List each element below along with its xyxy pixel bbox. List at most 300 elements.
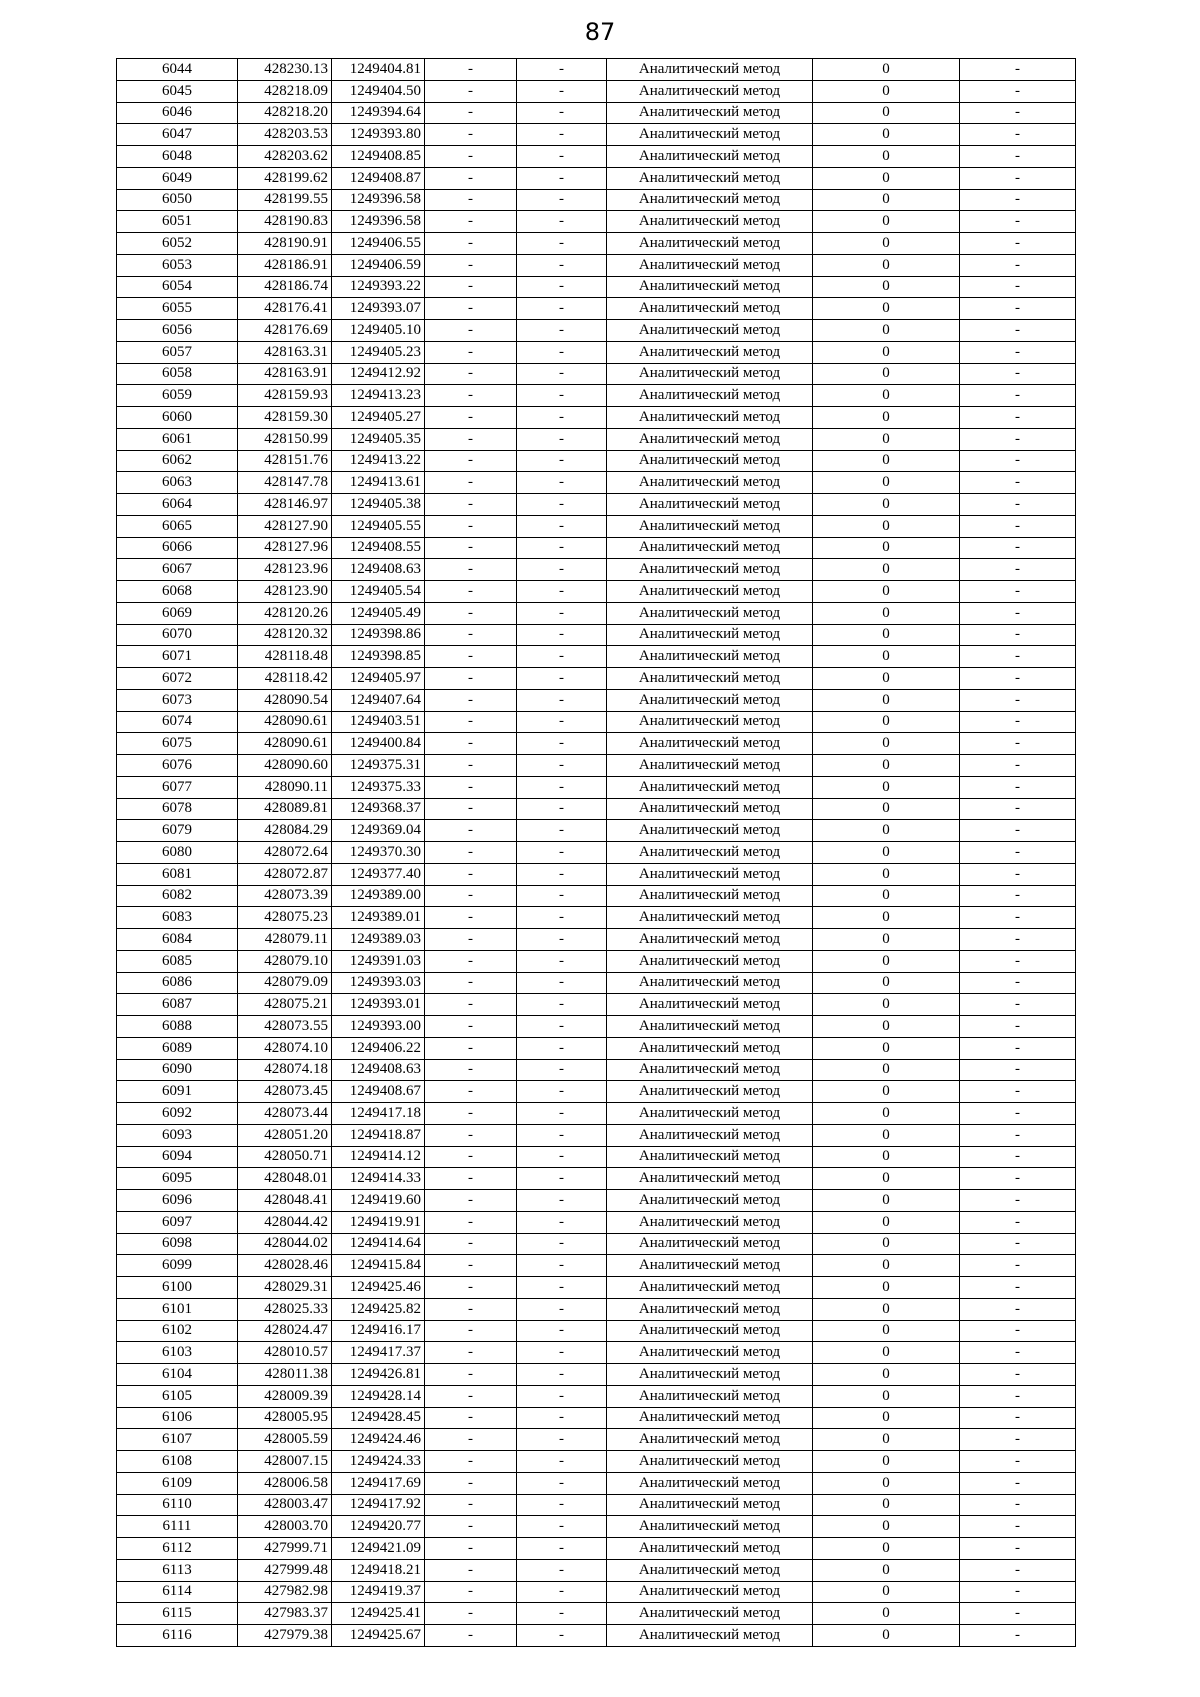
point-number-cell: 6110	[117, 1494, 238, 1516]
x-coordinate-cell: 428003.70	[238, 1516, 332, 1538]
empty-cell-1: -	[425, 863, 517, 885]
point-number-cell: 6051	[117, 211, 238, 233]
empty-cell-2: -	[517, 1081, 607, 1103]
table-row	[117, 1298, 1076, 1320]
table-row	[117, 907, 1076, 929]
x-coordinate-cell: 428005.95	[238, 1407, 332, 1429]
x-coordinate-cell: 428090.54	[238, 689, 332, 711]
empty-cell-1: -	[425, 472, 517, 494]
x-coordinate-cell: 428075.23	[238, 907, 332, 929]
empty-cell-2: -	[517, 1190, 607, 1212]
empty-cell-2: -	[517, 407, 607, 429]
x-coordinate-cell: 428163.91	[238, 363, 332, 385]
description-cell: -	[960, 1190, 1076, 1212]
y-coordinate-cell: 1249419.60	[332, 1190, 425, 1212]
empty-cell-1: -	[425, 1016, 517, 1038]
x-coordinate-cell: 428090.61	[238, 711, 332, 733]
point-number-cell: 6066	[117, 537, 238, 559]
point-number-cell: 6095	[117, 1168, 238, 1190]
point-number-cell: 6067	[117, 559, 238, 581]
empty-cell-1: -	[425, 124, 517, 146]
y-coordinate-cell: 1249393.03	[332, 972, 425, 994]
description-cell: -	[960, 450, 1076, 472]
empty-cell-1: -	[425, 1081, 517, 1103]
empty-cell-1: -	[425, 1581, 517, 1603]
method-cell: Аналитический метод	[607, 1451, 813, 1473]
y-coordinate-cell: 1249398.85	[332, 646, 425, 668]
method-cell: Аналитический метод	[607, 798, 813, 820]
point-number-cell: 6101	[117, 1298, 238, 1320]
x-coordinate-cell: 428005.59	[238, 1429, 332, 1451]
accuracy-cell: 0	[813, 1451, 960, 1473]
point-number-cell: 6106	[117, 1407, 238, 1429]
description-cell: -	[960, 1385, 1076, 1407]
accuracy-cell: 0	[813, 733, 960, 755]
table-row	[117, 102, 1076, 124]
table-row	[117, 1538, 1076, 1560]
accuracy-cell: 0	[813, 298, 960, 320]
x-coordinate-cell: 428218.20	[238, 102, 332, 124]
x-coordinate-cell: 428118.48	[238, 646, 332, 668]
table-row	[117, 146, 1076, 168]
y-coordinate-cell: 1249405.97	[332, 668, 425, 690]
point-number-cell: 6063	[117, 472, 238, 494]
y-coordinate-cell: 1249400.84	[332, 733, 425, 755]
point-number-cell: 6085	[117, 950, 238, 972]
description-cell: -	[960, 1016, 1076, 1038]
empty-cell-1: -	[425, 950, 517, 972]
table-row	[117, 80, 1076, 102]
accuracy-cell: 0	[813, 59, 960, 81]
accuracy-cell: 0	[813, 820, 960, 842]
accuracy-cell: 0	[813, 320, 960, 342]
accuracy-cell: 0	[813, 254, 960, 276]
y-coordinate-cell: 1249377.40	[332, 863, 425, 885]
accuracy-cell: 0	[813, 798, 960, 820]
y-coordinate-cell: 1249417.92	[332, 1494, 425, 1516]
empty-cell-1: -	[425, 711, 517, 733]
description-cell: -	[960, 363, 1076, 385]
method-cell: Аналитический метод	[607, 515, 813, 537]
point-number-cell: 6094	[117, 1146, 238, 1168]
method-cell: Аналитический метод	[607, 363, 813, 385]
description-cell: -	[960, 385, 1076, 407]
empty-cell-2: -	[517, 602, 607, 624]
method-cell: Аналитический метод	[607, 102, 813, 124]
empty-cell-1: -	[425, 1037, 517, 1059]
empty-cell-1: -	[425, 385, 517, 407]
y-coordinate-cell: 1249425.67	[332, 1625, 425, 1647]
empty-cell-2: -	[517, 863, 607, 885]
method-cell: Аналитический метод	[607, 1190, 813, 1212]
empty-cell-2: -	[517, 1581, 607, 1603]
empty-cell-2: -	[517, 472, 607, 494]
y-coordinate-cell: 1249408.55	[332, 537, 425, 559]
method-cell: Аналитический метод	[607, 298, 813, 320]
y-coordinate-cell: 1249405.49	[332, 602, 425, 624]
point-number-cell: 6107	[117, 1429, 238, 1451]
table-row	[117, 385, 1076, 407]
empty-cell-2: -	[517, 537, 607, 559]
table-row	[117, 885, 1076, 907]
empty-cell-2: -	[517, 1429, 607, 1451]
y-coordinate-cell: 1249405.38	[332, 494, 425, 516]
point-number-cell: 6090	[117, 1059, 238, 1081]
table-row	[117, 1081, 1076, 1103]
y-coordinate-cell: 1249375.33	[332, 776, 425, 798]
method-cell: Аналитический метод	[607, 1407, 813, 1429]
description-cell: -	[960, 776, 1076, 798]
description-cell: -	[960, 907, 1076, 929]
empty-cell-2: -	[517, 1320, 607, 1342]
point-number-cell: 6047	[117, 124, 238, 146]
y-coordinate-cell: 1249394.64	[332, 102, 425, 124]
x-coordinate-cell: 427999.71	[238, 1538, 332, 1560]
x-coordinate-cell: 428190.91	[238, 233, 332, 255]
accuracy-cell: 0	[813, 929, 960, 951]
description-cell: -	[960, 1364, 1076, 1386]
empty-cell-2: -	[517, 1146, 607, 1168]
point-number-cell: 6061	[117, 428, 238, 450]
y-coordinate-cell: 1249419.37	[332, 1581, 425, 1603]
method-cell: Аналитический метод	[607, 1516, 813, 1538]
x-coordinate-cell: 427999.48	[238, 1559, 332, 1581]
y-coordinate-cell: 1249424.46	[332, 1429, 425, 1451]
description-cell: -	[960, 189, 1076, 211]
accuracy-cell: 0	[813, 1037, 960, 1059]
description-cell: -	[960, 733, 1076, 755]
empty-cell-1: -	[425, 994, 517, 1016]
accuracy-cell: 0	[813, 341, 960, 363]
accuracy-cell: 0	[813, 842, 960, 864]
x-coordinate-cell: 428159.93	[238, 385, 332, 407]
method-cell: Аналитический метод	[607, 1581, 813, 1603]
point-number-cell: 6060	[117, 407, 238, 429]
point-number-cell: 6111	[117, 1516, 238, 1538]
empty-cell-2: -	[517, 1407, 607, 1429]
method-cell: Аналитический метод	[607, 1211, 813, 1233]
x-coordinate-cell: 428048.01	[238, 1168, 332, 1190]
empty-cell-2: -	[517, 1472, 607, 1494]
y-coordinate-cell: 1249419.91	[332, 1211, 425, 1233]
empty-cell-1: -	[425, 798, 517, 820]
x-coordinate-cell: 428074.18	[238, 1059, 332, 1081]
empty-cell-2: -	[517, 515, 607, 537]
empty-cell-2: -	[517, 59, 607, 81]
table-row	[117, 1277, 1076, 1299]
description-cell: -	[960, 1538, 1076, 1560]
description-cell: -	[960, 1603, 1076, 1625]
method-cell: Аналитический метод	[607, 233, 813, 255]
accuracy-cell: 0	[813, 1429, 960, 1451]
empty-cell-1: -	[425, 755, 517, 777]
method-cell: Аналитический метод	[607, 450, 813, 472]
empty-cell-2: -	[517, 929, 607, 951]
y-coordinate-cell: 1249405.23	[332, 341, 425, 363]
empty-cell-1: -	[425, 298, 517, 320]
empty-cell-2: -	[517, 102, 607, 124]
accuracy-cell: 0	[813, 1081, 960, 1103]
table-row	[117, 929, 1076, 951]
method-cell: Аналитический метод	[607, 624, 813, 646]
y-coordinate-cell: 1249417.18	[332, 1103, 425, 1125]
table-row	[117, 1581, 1076, 1603]
point-number-cell: 6073	[117, 689, 238, 711]
point-number-cell: 6083	[117, 907, 238, 929]
method-cell: Аналитический метод	[607, 1559, 813, 1581]
table-row	[117, 211, 1076, 233]
description-cell: -	[960, 1037, 1076, 1059]
table-row	[117, 776, 1076, 798]
table-row	[117, 1451, 1076, 1473]
y-coordinate-cell: 1249405.27	[332, 407, 425, 429]
table-row	[117, 1494, 1076, 1516]
point-number-cell: 6087	[117, 994, 238, 1016]
description-cell: -	[960, 1451, 1076, 1473]
x-coordinate-cell: 428230.13	[238, 59, 332, 81]
table-row	[117, 1559, 1076, 1581]
empty-cell-1: -	[425, 646, 517, 668]
accuracy-cell: 0	[813, 1559, 960, 1581]
empty-cell-2: -	[517, 320, 607, 342]
y-coordinate-cell: 1249393.00	[332, 1016, 425, 1038]
table-row	[117, 1037, 1076, 1059]
table-row	[117, 189, 1076, 211]
x-coordinate-cell: 428123.90	[238, 581, 332, 603]
description-cell: -	[960, 276, 1076, 298]
point-number-cell: 6104	[117, 1364, 238, 1386]
accuracy-cell: 0	[813, 146, 960, 168]
empty-cell-2: -	[517, 428, 607, 450]
y-coordinate-cell: 1249393.07	[332, 298, 425, 320]
empty-cell-1: -	[425, 146, 517, 168]
description-cell: -	[960, 1472, 1076, 1494]
empty-cell-1: -	[425, 820, 517, 842]
empty-cell-2: -	[517, 1342, 607, 1364]
empty-cell-1: -	[425, 602, 517, 624]
point-number-cell: 6050	[117, 189, 238, 211]
y-coordinate-cell: 1249416.17	[332, 1320, 425, 1342]
y-coordinate-cell: 1249396.58	[332, 211, 425, 233]
x-coordinate-cell: 428044.02	[238, 1233, 332, 1255]
empty-cell-1: -	[425, 102, 517, 124]
method-cell: Аналитический метод	[607, 1298, 813, 1320]
y-coordinate-cell: 1249413.22	[332, 450, 425, 472]
empty-cell-2: -	[517, 1233, 607, 1255]
table-row	[117, 950, 1076, 972]
table-row	[117, 515, 1076, 537]
table-row	[117, 428, 1076, 450]
description-cell: -	[960, 863, 1076, 885]
description-cell: -	[960, 102, 1076, 124]
table-row	[117, 1429, 1076, 1451]
table-row	[117, 1103, 1076, 1125]
point-number-cell: 6113	[117, 1559, 238, 1581]
accuracy-cell: 0	[813, 689, 960, 711]
y-coordinate-cell: 1249407.64	[332, 689, 425, 711]
empty-cell-1: -	[425, 1451, 517, 1473]
accuracy-cell: 0	[813, 668, 960, 690]
accuracy-cell: 0	[813, 1472, 960, 1494]
accuracy-cell: 0	[813, 537, 960, 559]
accuracy-cell: 0	[813, 1494, 960, 1516]
x-coordinate-cell: 428025.33	[238, 1298, 332, 1320]
point-number-cell: 6084	[117, 929, 238, 951]
x-coordinate-cell: 428044.42	[238, 1211, 332, 1233]
table-row	[117, 1385, 1076, 1407]
table-row	[117, 842, 1076, 864]
accuracy-cell: 0	[813, 1342, 960, 1364]
empty-cell-1: -	[425, 581, 517, 603]
description-cell: -	[960, 1559, 1076, 1581]
accuracy-cell: 0	[813, 515, 960, 537]
x-coordinate-cell: 428090.11	[238, 776, 332, 798]
point-number-cell: 6077	[117, 776, 238, 798]
empty-cell-2: -	[517, 1559, 607, 1581]
point-number-cell: 6114	[117, 1581, 238, 1603]
point-number-cell: 6064	[117, 494, 238, 516]
description-cell: -	[960, 581, 1076, 603]
table-body	[117, 59, 1076, 1647]
table-row	[117, 689, 1076, 711]
table-row	[117, 124, 1076, 146]
x-coordinate-cell: 428146.97	[238, 494, 332, 516]
empty-cell-1: -	[425, 189, 517, 211]
x-coordinate-cell: 428127.96	[238, 537, 332, 559]
table-row	[117, 1516, 1076, 1538]
method-cell: Аналитический метод	[607, 1146, 813, 1168]
y-coordinate-cell: 1249405.10	[332, 320, 425, 342]
x-coordinate-cell: 428151.76	[238, 450, 332, 472]
accuracy-cell: 0	[813, 385, 960, 407]
empty-cell-1: -	[425, 1603, 517, 1625]
empty-cell-1: -	[425, 1472, 517, 1494]
empty-cell-2: -	[517, 298, 607, 320]
empty-cell-1: -	[425, 776, 517, 798]
x-coordinate-cell: 428072.87	[238, 863, 332, 885]
y-coordinate-cell: 1249369.04	[332, 820, 425, 842]
empty-cell-2: -	[517, 1603, 607, 1625]
table-row	[117, 1364, 1076, 1386]
accuracy-cell: 0	[813, 450, 960, 472]
empty-cell-2: -	[517, 385, 607, 407]
empty-cell-1: -	[425, 1233, 517, 1255]
table-row	[117, 363, 1076, 385]
accuracy-cell: 0	[813, 776, 960, 798]
method-cell: Аналитический метод	[607, 167, 813, 189]
empty-cell-2: -	[517, 1298, 607, 1320]
method-cell: Аналитический метод	[607, 1081, 813, 1103]
empty-cell-1: -	[425, 1559, 517, 1581]
table-row	[117, 1059, 1076, 1081]
y-coordinate-cell: 1249391.03	[332, 950, 425, 972]
empty-cell-1: -	[425, 733, 517, 755]
description-cell: -	[960, 668, 1076, 690]
method-cell: Аналитический метод	[607, 668, 813, 690]
empty-cell-2: -	[517, 581, 607, 603]
point-number-cell: 6098	[117, 1233, 238, 1255]
x-coordinate-cell: 428003.47	[238, 1494, 332, 1516]
y-coordinate-cell: 1249406.22	[332, 1037, 425, 1059]
table-row	[117, 602, 1076, 624]
x-coordinate-cell: 428028.46	[238, 1255, 332, 1277]
empty-cell-2: -	[517, 1103, 607, 1125]
accuracy-cell: 0	[813, 1233, 960, 1255]
table-row	[117, 298, 1076, 320]
empty-cell-2: -	[517, 167, 607, 189]
accuracy-cell: 0	[813, 1190, 960, 1212]
x-coordinate-cell: 428218.09	[238, 80, 332, 102]
method-cell: Аналитический метод	[607, 1494, 813, 1516]
accuracy-cell: 0	[813, 211, 960, 233]
accuracy-cell: 0	[813, 428, 960, 450]
accuracy-cell: 0	[813, 1385, 960, 1407]
method-cell: Аналитический метод	[607, 1385, 813, 1407]
x-coordinate-cell: 428118.42	[238, 668, 332, 690]
description-cell: -	[960, 1059, 1076, 1081]
x-coordinate-cell: 428050.71	[238, 1146, 332, 1168]
method-cell: Аналитический метод	[607, 1472, 813, 1494]
table-row	[117, 1320, 1076, 1342]
empty-cell-2: -	[517, 885, 607, 907]
empty-cell-1: -	[425, 276, 517, 298]
y-coordinate-cell: 1249417.69	[332, 1472, 425, 1494]
accuracy-cell: 0	[813, 711, 960, 733]
y-coordinate-cell: 1249425.46	[332, 1277, 425, 1299]
empty-cell-1: -	[425, 1211, 517, 1233]
x-coordinate-cell: 428029.31	[238, 1277, 332, 1299]
point-number-cell: 6089	[117, 1037, 238, 1059]
empty-cell-2: -	[517, 450, 607, 472]
table-row	[117, 1016, 1076, 1038]
table-row	[117, 1407, 1076, 1429]
y-coordinate-cell: 1249418.21	[332, 1559, 425, 1581]
description-cell: -	[960, 929, 1076, 951]
x-coordinate-cell: 428075.21	[238, 994, 332, 1016]
table-row	[117, 450, 1076, 472]
empty-cell-1: -	[425, 407, 517, 429]
x-coordinate-cell: 428073.44	[238, 1103, 332, 1125]
y-coordinate-cell: 1249428.45	[332, 1407, 425, 1429]
empty-cell-2: -	[517, 668, 607, 690]
empty-cell-1: -	[425, 515, 517, 537]
description-cell: -	[960, 1429, 1076, 1451]
y-coordinate-cell: 1249368.37	[332, 798, 425, 820]
description-cell: -	[960, 1124, 1076, 1146]
accuracy-cell: 0	[813, 907, 960, 929]
point-number-cell: 6115	[117, 1603, 238, 1625]
empty-cell-2: -	[517, 1037, 607, 1059]
empty-cell-1: -	[425, 1516, 517, 1538]
empty-cell-1: -	[425, 167, 517, 189]
description-cell: -	[960, 711, 1076, 733]
x-coordinate-cell: 428074.10	[238, 1037, 332, 1059]
table-row	[117, 711, 1076, 733]
method-cell: Аналитический метод	[607, 211, 813, 233]
accuracy-cell: 0	[813, 885, 960, 907]
empty-cell-2: -	[517, 842, 607, 864]
empty-cell-1: -	[425, 668, 517, 690]
description-cell: -	[960, 885, 1076, 907]
empty-cell-2: -	[517, 1124, 607, 1146]
empty-cell-2: -	[517, 1168, 607, 1190]
table-row	[117, 972, 1076, 994]
table-row	[117, 646, 1076, 668]
empty-cell-1: -	[425, 1625, 517, 1647]
point-number-cell: 6046	[117, 102, 238, 124]
point-number-cell: 6092	[117, 1103, 238, 1125]
method-cell: Аналитический метод	[607, 581, 813, 603]
